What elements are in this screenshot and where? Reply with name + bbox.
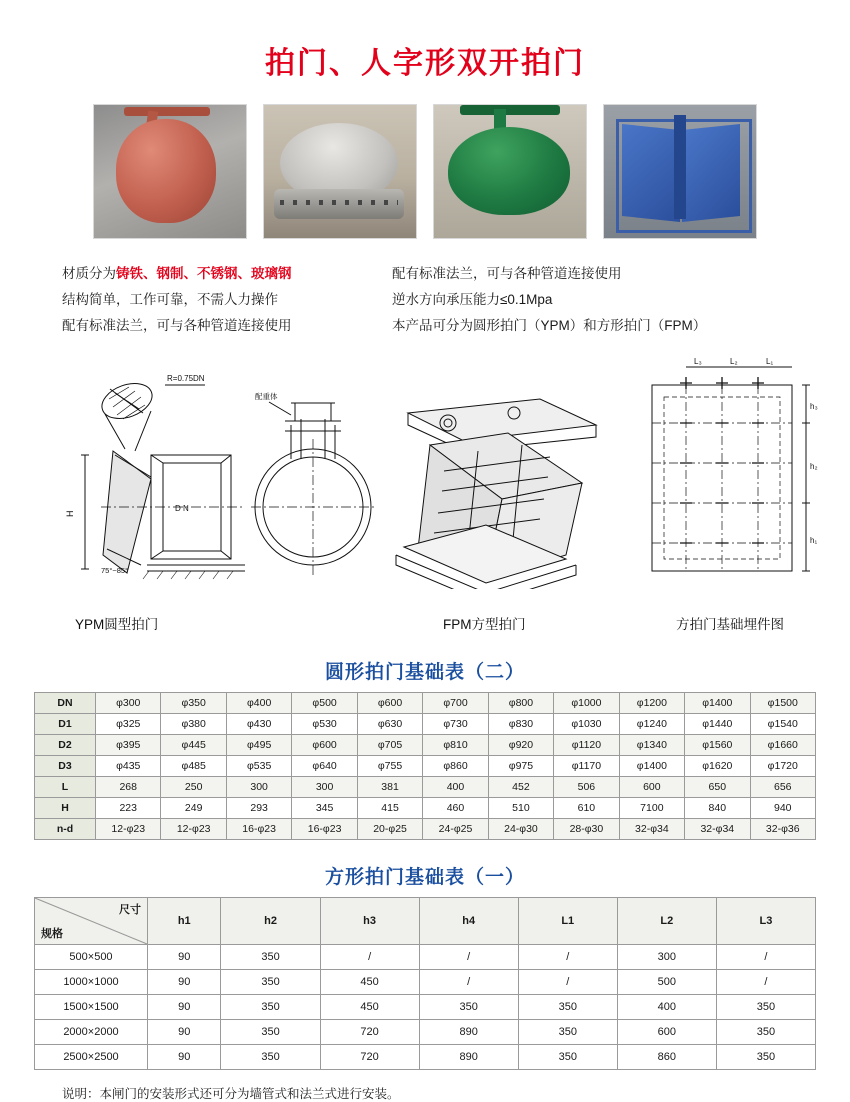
table-cell: 890 <box>419 1020 518 1045</box>
corner-label-dimension: 尺寸 <box>119 904 141 916</box>
column-header: h2 <box>221 898 320 945</box>
row-header: D1 <box>35 714 96 735</box>
table-cell: φ1340 <box>619 735 684 756</box>
feature-list <box>62 261 850 339</box>
table-cell: 460 <box>423 798 488 819</box>
table-cell: 720 <box>320 1020 419 1045</box>
table-cell: 12-φ23 <box>161 819 226 840</box>
table-cell: 506 <box>554 777 619 798</box>
table-cell: φ600 <box>292 735 357 756</box>
table-row <box>35 798 816 819</box>
table-cell: / <box>419 945 518 970</box>
svg-text:配重体: 配重体 <box>255 392 278 401</box>
table-row <box>35 756 816 777</box>
table-cell: φ1200 <box>619 693 684 714</box>
table-cell: φ700 <box>423 693 488 714</box>
table-cell: φ535 <box>226 756 291 777</box>
table-cell: 610 <box>554 798 619 819</box>
table-cell: 16-φ23 <box>226 819 291 840</box>
table-cell: 452 <box>488 777 553 798</box>
table-cell: φ1030 <box>554 714 619 735</box>
table-cell: 450 <box>320 970 419 995</box>
table-cell: φ1170 <box>554 756 619 777</box>
table-row <box>35 945 816 970</box>
photo-red-round-flap-gate <box>93 104 247 239</box>
table-cell: φ430 <box>226 714 291 735</box>
svg-text:D N: D N <box>175 504 189 513</box>
table-cell: 300 <box>292 777 357 798</box>
table-cell: φ325 <box>96 714 161 735</box>
table-cell: φ830 <box>488 714 553 735</box>
table-row <box>35 1020 816 1045</box>
svg-text:R=0.75DN: R=0.75DN <box>167 374 205 383</box>
table-cell: φ860 <box>423 756 488 777</box>
table-cell: φ395 <box>96 735 161 756</box>
table-cell: 268 <box>96 777 161 798</box>
svg-text:L₁: L₁ <box>766 357 774 366</box>
table-cell: 24-φ30 <box>488 819 553 840</box>
table-cell: / <box>518 970 617 995</box>
table-cell: φ630 <box>357 714 422 735</box>
table-cell: 656 <box>750 777 815 798</box>
table-cell: 450 <box>320 995 419 1020</box>
corner-label-spec: 规格 <box>41 928 63 940</box>
table-cell: 250 <box>161 777 226 798</box>
svg-text:H: H <box>65 510 75 517</box>
table-cell: 940 <box>750 798 815 819</box>
photo-green-round-flap-gate <box>433 104 587 239</box>
table-cell: φ1660 <box>750 735 815 756</box>
table-row <box>35 995 816 1020</box>
table-cell: 350 <box>221 1020 320 1045</box>
table-cell: 345 <box>292 798 357 819</box>
table-cell: 500 <box>617 970 716 995</box>
page-title: 拍门、人字形双开拍门 <box>265 47 585 80</box>
table-cell: φ495 <box>226 735 291 756</box>
table-cell: φ1000 <box>554 693 619 714</box>
table-cell: φ1620 <box>685 756 750 777</box>
table-cell: φ730 <box>423 714 488 735</box>
technical-drawings <box>0 351 850 651</box>
table-cell: 350 <box>221 945 320 970</box>
table-cell: φ975 <box>488 756 553 777</box>
table-cell: 7100 <box>619 798 684 819</box>
feature-item: 本产品可分为圆形拍门（YPM）和方形拍门（FPM） <box>392 318 707 333</box>
table-cell: φ705 <box>357 735 422 756</box>
product-photo-row <box>0 104 850 239</box>
table-cell: 90 <box>148 970 221 995</box>
table-cell: φ530 <box>292 714 357 735</box>
table-cell: φ1720 <box>750 756 815 777</box>
table-cell: φ800 <box>488 693 553 714</box>
caption-foundation: 方拍门基础埋件图 <box>676 617 784 632</box>
table-cell: φ485 <box>161 756 226 777</box>
table-row <box>35 777 816 798</box>
table-cell: 32-φ34 <box>685 819 750 840</box>
table-cell: 350 <box>518 1020 617 1045</box>
table-cell: φ400 <box>226 693 291 714</box>
table-cell: 415 <box>357 798 422 819</box>
caption-ypm: YPM圆型拍门 <box>75 617 159 632</box>
row-header: D3 <box>35 756 96 777</box>
table-cell: φ1400 <box>685 693 750 714</box>
column-header: L2 <box>617 898 716 945</box>
table-cell: φ1500 <box>750 693 815 714</box>
table-cell: / <box>518 945 617 970</box>
table-cell: φ1240 <box>619 714 684 735</box>
photo-grey-round-flap-gate <box>263 104 417 239</box>
table-cell: 90 <box>148 945 221 970</box>
feature-item <box>62 261 392 287</box>
svg-text:L₃: L₃ <box>694 357 702 366</box>
row-spec: 500×500 <box>35 945 148 970</box>
svg-text:h₂: h₂ <box>810 462 818 471</box>
feature-text: 材质分为 <box>62 266 116 281</box>
drawing-ypm-round-flap-gate <box>55 359 375 609</box>
table-cell: φ920 <box>488 735 553 756</box>
table-cell: 600 <box>619 777 684 798</box>
table-cell: φ1120 <box>554 735 619 756</box>
table-row <box>35 970 816 995</box>
column-header: h1 <box>148 898 221 945</box>
table-cell: φ1560 <box>685 735 750 756</box>
row-spec: 2000×2000 <box>35 1020 148 1045</box>
table-cell: 890 <box>419 1045 518 1070</box>
table-cell: φ600 <box>357 693 422 714</box>
table-cell: 860 <box>617 1045 716 1070</box>
table-cell: / <box>716 945 815 970</box>
table-cell: 350 <box>716 1020 815 1045</box>
table-cell: φ755 <box>357 756 422 777</box>
table-cell: 20-φ25 <box>357 819 422 840</box>
row-spec: 1000×1000 <box>35 970 148 995</box>
table-cell: 300 <box>617 945 716 970</box>
table-cell: / <box>716 970 815 995</box>
feature-column-right <box>392 261 812 339</box>
table-cell: 16-φ23 <box>292 819 357 840</box>
table-cell: 400 <box>423 777 488 798</box>
section-title-round-table: 圆形拍门基础表（二） <box>324 662 525 683</box>
column-header: L1 <box>518 898 617 945</box>
table-cell: φ640 <box>292 756 357 777</box>
table-cell: 32-φ36 <box>750 819 815 840</box>
row-spec: 1500×1500 <box>35 995 148 1020</box>
table-cell: 350 <box>518 1045 617 1070</box>
row-spec: 2500×2500 <box>35 1045 148 1070</box>
table-cell: 90 <box>148 1020 221 1045</box>
section-title-square-table: 方形拍门基础表（一） <box>324 867 525 888</box>
table-cell: φ810 <box>423 735 488 756</box>
table-cell: 90 <box>148 1045 221 1070</box>
table-cell: 350 <box>221 1045 320 1070</box>
table-cell: 350 <box>716 1045 815 1070</box>
svg-text:75°~85°: 75°~85° <box>101 566 129 575</box>
row-header: n-d <box>35 819 96 840</box>
table-cell: / <box>419 970 518 995</box>
table-cell: φ1400 <box>619 756 684 777</box>
table-cell: 350 <box>518 995 617 1020</box>
table-cell: 650 <box>685 777 750 798</box>
table-cell: 381 <box>357 777 422 798</box>
caption-fpm: FPM方型拍门 <box>443 617 526 632</box>
table-cell: 90 <box>148 995 221 1020</box>
table-cell: 350 <box>419 995 518 1020</box>
feature-item: 配有标准法兰，可与各种管道连接使用 <box>62 318 292 333</box>
table-cell: φ435 <box>96 756 161 777</box>
row-header: L <box>35 777 96 798</box>
table-cell: 300 <box>226 777 291 798</box>
table-header-row <box>35 898 816 945</box>
footer-note: 说明：本闸门的安装形式还可分为墙管式和法兰式进行安装。 <box>62 1087 400 1101</box>
table-row <box>35 735 816 756</box>
feature-column-left <box>62 261 392 339</box>
svg-text:h₁: h₁ <box>810 536 818 545</box>
table-cell: 249 <box>161 798 226 819</box>
row-header: H <box>35 798 96 819</box>
table-cell: / <box>320 945 419 970</box>
table-cell: 840 <box>685 798 750 819</box>
table-cell: φ350 <box>161 693 226 714</box>
feature-item: 配有标准法兰，可与各种管道连接使用 <box>392 266 622 281</box>
photo-blue-double-leaf-flap-gate <box>603 104 757 239</box>
table-cell: 350 <box>221 970 320 995</box>
drawing-fpm-square-flap-gate <box>390 379 610 589</box>
table-row <box>35 714 816 735</box>
column-header: L3 <box>716 898 815 945</box>
feature-highlight: 铸铁、钢制、不锈钢、玻璃钢 <box>116 266 292 281</box>
feature-item: 结构简单，工作可靠，不需人力操作 <box>62 292 278 307</box>
row-header: D2 <box>35 735 96 756</box>
table-cell: φ445 <box>161 735 226 756</box>
feature-item: 逆水方向承压能力≤0.1Mpa <box>392 292 553 307</box>
table-cell: 350 <box>716 995 815 1020</box>
table-cell: 32-φ34 <box>619 819 684 840</box>
table-cell: φ500 <box>292 693 357 714</box>
table-cell: φ1540 <box>750 714 815 735</box>
square-flap-gate-table <box>34 897 816 1070</box>
table-row <box>35 1045 816 1070</box>
table-cell: φ1440 <box>685 714 750 735</box>
table-cell: 600 <box>617 1020 716 1045</box>
column-header: h4 <box>419 898 518 945</box>
table-cell: 400 <box>617 995 716 1020</box>
row-header: DN <box>35 693 96 714</box>
round-flap-gate-table <box>34 692 816 840</box>
table-cell: 293 <box>226 798 291 819</box>
svg-text:h₃: h₃ <box>810 402 818 411</box>
table-cell: φ380 <box>161 714 226 735</box>
table-cell: 24-φ25 <box>423 819 488 840</box>
drawing-foundation-embedded-parts <box>630 353 820 593</box>
table-corner-cell <box>35 898 148 945</box>
table-cell: 28-φ30 <box>554 819 619 840</box>
table-cell: φ300 <box>96 693 161 714</box>
table-cell: 350 <box>221 995 320 1020</box>
column-header: h3 <box>320 898 419 945</box>
table-cell: 223 <box>96 798 161 819</box>
table-cell: 12-φ23 <box>96 819 161 840</box>
table-row <box>35 693 816 714</box>
table-row <box>35 819 816 840</box>
svg-text:L₂: L₂ <box>730 357 738 366</box>
table-cell: 510 <box>488 798 553 819</box>
table-cell: 720 <box>320 1045 419 1070</box>
